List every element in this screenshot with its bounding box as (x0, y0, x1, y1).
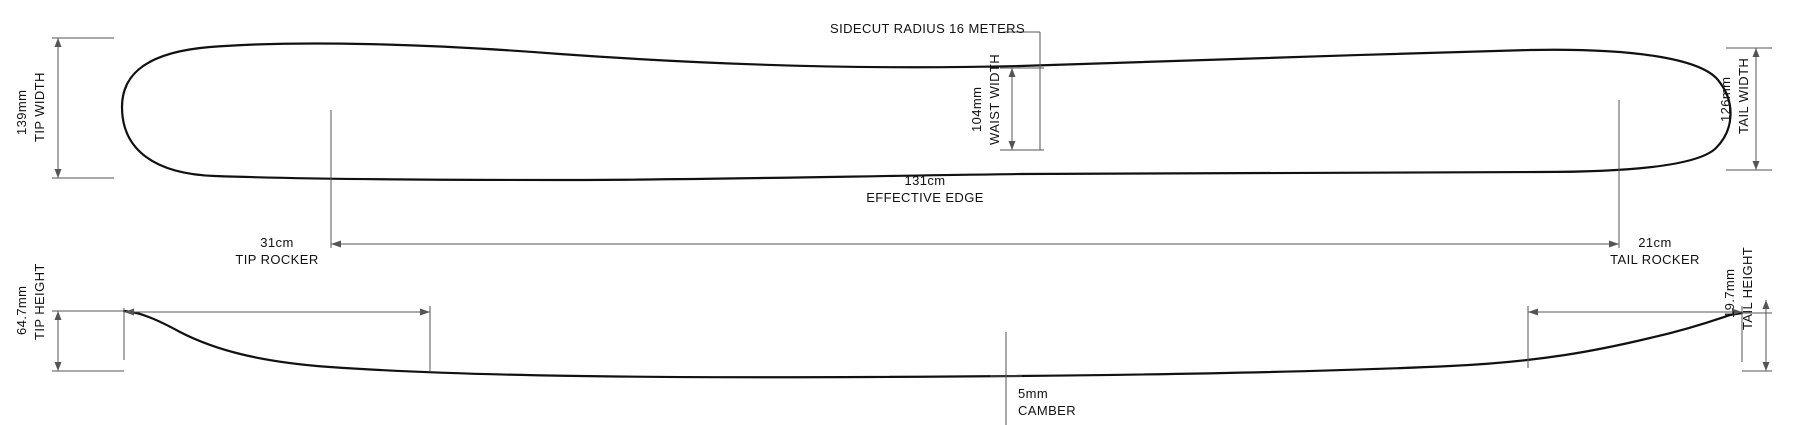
tail-rocker-value: 21cm (1638, 235, 1672, 250)
sidecut-leader-line (1003, 32, 1040, 150)
tip-height-dimension (52, 311, 124, 371)
effective-edge-value: 131cm (904, 173, 946, 188)
ski-top-outline (122, 43, 1731, 180)
effective-edge-label: EFFECTIVE EDGE (866, 190, 984, 205)
tail-height-label: TAIL HEIGHT (1740, 246, 1755, 330)
waist-width-dimension (1000, 68, 1044, 150)
tail-width-value: 126mm (1718, 76, 1733, 122)
tip-width-label: TIP WIDTH (32, 72, 47, 142)
tip-height-value: 64.7mm (14, 285, 29, 335)
camber-label: CAMBER (1018, 403, 1077, 418)
tip-rocker-label: TIP ROCKER (235, 252, 319, 267)
tail-height-value: 19.7mm (1722, 268, 1737, 318)
tip-width-dimension (52, 38, 114, 178)
tip-width-value: 139mm (14, 89, 29, 135)
ski-top-outline-group (122, 43, 1731, 180)
sidecut-radius-label: SIDECUT RADIUS 16 METERS (830, 21, 1026, 36)
waist-width-label: WAIST WIDTH (987, 53, 1002, 145)
tail-rocker-label: TAIL ROCKER (1610, 252, 1700, 267)
tip-height-label: TIP HEIGHT (32, 263, 47, 340)
waist-width-value: 104mm (969, 86, 984, 132)
ski-side-profile (124, 311, 1742, 377)
tail-rocker-dimension (1528, 306, 1742, 368)
tip-rocker-value: 31cm (260, 235, 294, 250)
camber-value: 5mm (1018, 386, 1049, 401)
tail-width-label: TAIL WIDTH (1736, 57, 1751, 134)
ski-side-profile-group (124, 311, 1742, 377)
